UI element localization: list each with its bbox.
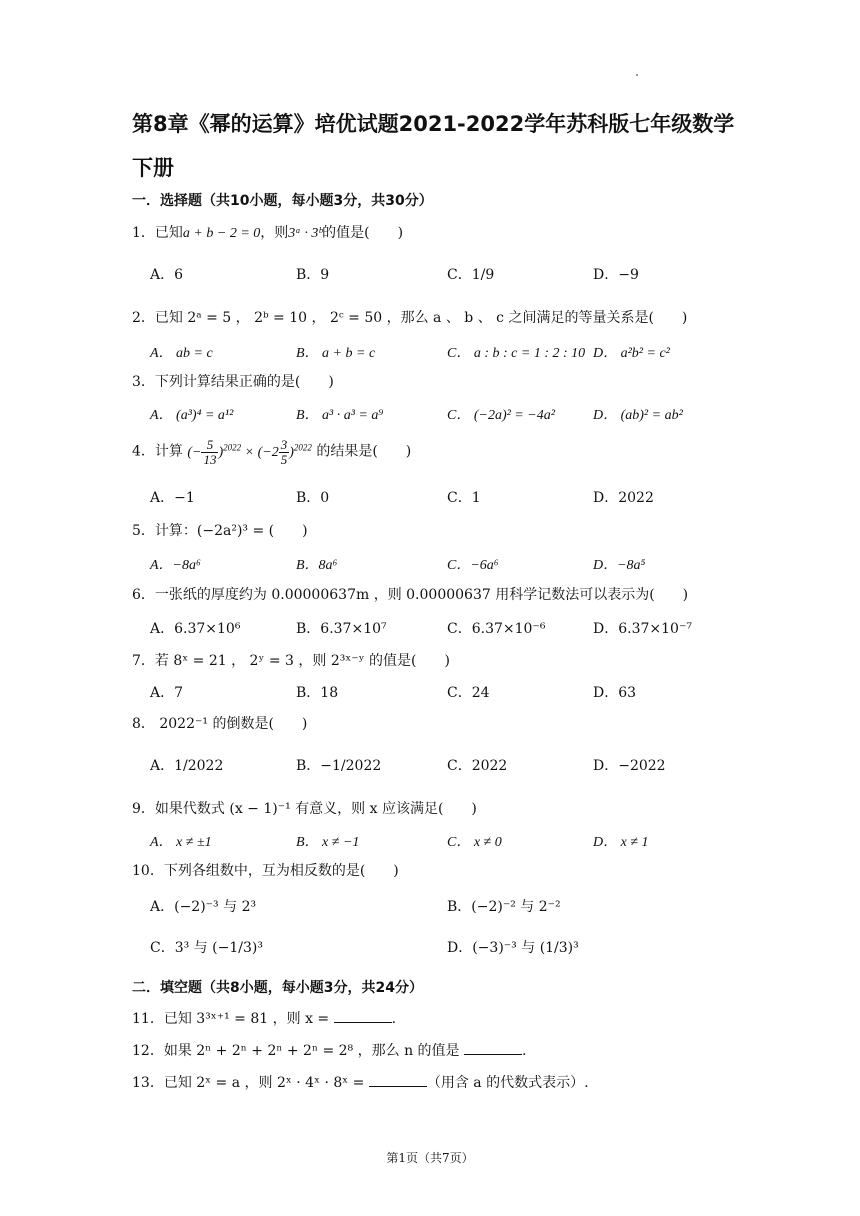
q12-text: 12．如果 2ⁿ + 2ⁿ + 2ⁿ + 2ⁿ = 2⁸ ，那么 n 的值是 [132,1043,460,1059]
q5-option-d: D．−8a⁵ [593,558,646,573]
document-title: 第8章《幂的运算》培优试题2021-2022学年苏科版七年级数学下册 [132,112,735,180]
q7-option-d: D．63 [593,685,637,701]
section-heading-fill: 二．填空题（共8小题，每小题3分，共24分） [132,980,423,996]
q6-option-c: C．6.37×10⁻⁶ [447,621,546,637]
q2-option-a: A． ab = c [150,346,213,361]
section-heading-choice: 一．选择题（共10小题，每小题3分，共30分） [132,193,433,209]
q4-prefix: 4．计算 [132,443,183,460]
question-12 [132,1040,526,1060]
q5-option-b: B．8a⁶ [296,558,338,573]
q13-blank [369,1074,427,1087]
question-2: 2．已知 2ᵃ = 5 ， 2ᵇ = 10 ， 2ᶜ = 50 ，那么 a 、 b 、 c 之间满足的等量关系是( ) [132,310,688,326]
q2-option-b: B． a + b = c [296,346,376,361]
q1-suffix: 的值是( ) [322,225,404,241]
q6-option-b: B．6.37×10⁷ [296,621,387,637]
q10-option-a: A．(−2)⁻³ 与 2³ [150,899,257,915]
question-9: 9．如果代数式 (x − 1)⁻¹ 有意义，则 x 应该满足( ) [132,801,477,817]
question-4 [132,438,411,467]
question-10: 10．下列各组数中，互为相反数的是( ) [132,863,399,879]
q12-blank [464,1042,522,1055]
q3-option-a: A． (a³)⁴ = a¹² [150,408,234,423]
q7-option-b: B．18 [296,685,339,701]
q11-text: 11．已知 3³ˣ⁺¹ = 81 ，则 x = [132,1011,330,1027]
q3-option-d: D． (ab)² = ab² [593,408,683,423]
question-13 [132,1072,589,1092]
q4-option-d: D．2022 [593,490,654,506]
q12-suffix: . [521,1043,527,1059]
question-6: 6．一张纸的厚度约为 0.00000637m ，则 0.00000637 用科学记数法可以表示为( ) [132,587,689,603]
question-11 [132,1008,396,1028]
q5-option-c: C．−6a⁶ [447,558,499,573]
q8-option-a: A．1/2022 [150,758,224,774]
q3-option-b: B． a³ · a³ = a⁹ [296,408,384,423]
q1-option-c: C．1/9 [447,267,495,283]
question-5: 5．计算：(−2a²)³ = ( ) [132,523,308,539]
q2-option-d: D． a²b² = c² [593,346,670,361]
q1-mid: ，则 [260,225,289,241]
dot-mark [636,74,638,76]
q1-option-a: A．6 [150,267,184,283]
page-footer: 第1页（共7页） [386,1151,474,1165]
question-8: 8． 2022⁻¹ 的倒数是( ) [132,716,308,732]
q11-blank [334,1010,392,1023]
q7-option-a: A．7 [150,685,184,701]
q9-option-b: B． x ≠ −1 [296,835,360,850]
q10-option-c: C．3³ 与 (−1/3)³ [150,940,263,956]
q4-expression: (− $\frac{5}{13}$ )$^{2022}$ × (−2 $\frac{3}{5}$ )$^{2022}$ [187,437,312,467]
q10-option-b: B．(−2)⁻² 与 2⁻² [447,899,561,915]
q8-option-c: C．2022 [447,758,508,774]
q10-option-d: D．(−3)⁻³ 与 (1/3)³ [447,940,579,956]
q2-option-c: C． a : b : c = 1 : 2 : 10 [447,346,586,361]
q1-option-d: D．−9 [593,267,639,283]
q3-option-c: C． (−2a)² = −4a² [447,408,555,423]
q6-option-d: D．6.37×10⁻⁷ [593,621,692,637]
q7-option-c: C．24 [447,685,490,701]
q6-option-a: A．6.37×10⁶ [150,621,241,637]
q9-option-d: D． x ≠ 1 [593,835,649,850]
q13-text: 13．已知 2ˣ = a ，则 2ˣ · 4ˣ · 8ˣ = [132,1075,365,1091]
q4-option-a: A．−1 [150,490,195,506]
q8-option-b: B．−1/2022 [296,758,382,774]
q4-suffix: 的结果是( ) [316,443,412,460]
question-3: 3．下列计算结果正确的是( ) [132,374,334,390]
q9-option-a: A． x ≠ ±1 [150,835,212,850]
q11-suffix: . [391,1011,397,1027]
q1-option-b: B．9 [296,267,330,283]
q4-option-b: B．0 [296,490,330,506]
q1-prefix: 1．已知 [132,225,183,241]
q4-option-c: C．1 [447,490,481,506]
q5-option-a: A．−8a⁶ [150,558,201,573]
question-1 [132,222,403,242]
q13-suffix: （用含 a 的代数式表示）. [426,1075,589,1091]
q9-option-c: C． x ≠ 0 [447,835,502,850]
q1-expr: a + b − 2 = 0 [182,226,261,241]
question-7: 7．若 8ˣ = 21 ， 2ʸ = 3 ，则 2³ˣ⁻ʸ 的值是( ) [132,653,450,669]
q1-expr2: 3ᵃ · 3ᵇ [288,226,323,241]
q8-option-d: D．−2022 [593,758,666,774]
